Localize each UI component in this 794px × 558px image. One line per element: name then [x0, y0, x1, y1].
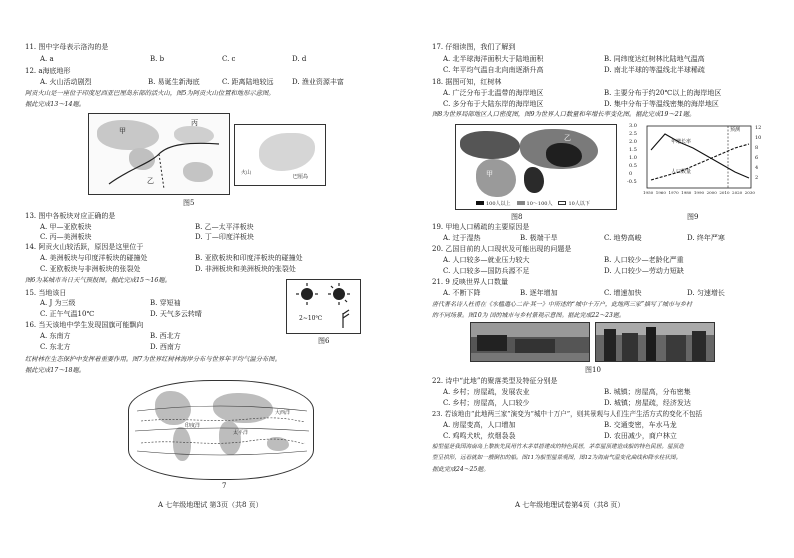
- fig9-y-left-15: 1.5: [629, 147, 637, 153]
- fig9-legend-pop: 人口数量: [671, 169, 692, 175]
- q16-opt-c: C. 东北方: [40, 343, 71, 351]
- left-page-footer: A 七年级地理试 第3页（共8 页）: [158, 501, 263, 509]
- q19-opt-c: C. 地势高峻: [604, 234, 642, 242]
- fig9-y-left-25: 2.5: [629, 131, 637, 137]
- intro-15: 图6为某城市当日天气预报图。据此完成15～16题。: [25, 277, 171, 284]
- fig9-x-1980: 1980: [681, 190, 692, 195]
- q14-opt-a: A. 美洲板块与印度洋板块的碰撞处: [40, 254, 148, 262]
- figure-7-world-map: [128, 380, 314, 480]
- q20-stem: 20. 乙国目前的人口现状及可能出现的问题是: [432, 245, 572, 253]
- fig9-y-right-6: 6: [755, 155, 759, 161]
- fig9-x-2030: 2030: [744, 190, 755, 195]
- fig9-y-right-4: 4: [755, 165, 759, 171]
- wind-flag-icon: [343, 310, 349, 328]
- q22-opt-b: B. 城镇；房屋高，分布密集: [604, 388, 691, 396]
- q15-opt-c: C. 正午气温10℃: [40, 310, 95, 318]
- fig6-temperature: 2~10℃: [299, 315, 323, 322]
- q19-opt-a: A. 过于湿热: [443, 234, 481, 242]
- fig8-legend-high: 100人以上: [476, 201, 511, 207]
- intro-17-line2: 据此完成17～18题。: [25, 367, 86, 374]
- figure-8-population-map: [455, 124, 617, 210]
- intro-24-line1: 船型屋是我国海南岛上黎族先民用竹木茅草搭建成的特色民居，茅草屋顶建造成船的特色民居。屋顶造: [432, 444, 684, 450]
- q17-opt-d: D. 南北半球的等温线北半球稀疏: [604, 66, 705, 74]
- q13-opt-d: D. 丁—印度洋板块: [195, 233, 254, 241]
- q21-opt-d: D. 匀速增长: [687, 289, 725, 297]
- fig9-y-left-3: 3.0: [629, 123, 637, 129]
- fig9-legend-rate: 年增长率: [671, 139, 692, 145]
- intro-24-line3: 据此完成24～25题。: [432, 466, 490, 473]
- fig9-x-1960: 1960: [655, 190, 666, 195]
- figure-5-inset: [234, 124, 326, 186]
- figure-9-chart: [625, 120, 775, 212]
- fig9-pred-label: 预测: [730, 127, 741, 133]
- figure-5-map: [88, 113, 230, 195]
- q14-opt-c: C. 亚欧板块与非洲板块的张裂处: [40, 265, 141, 273]
- fig7-label-atlantic: 大西洋: [275, 410, 291, 416]
- fig9-y-right-12: 12: [755, 125, 762, 131]
- q19-opt-d: D. 终年严寒: [687, 234, 725, 242]
- q23-opt-d: D. 农田减少，商户林立: [604, 432, 677, 440]
- q12-opt-d: D. 渔业资源丰富: [292, 78, 344, 86]
- q12-opt-a: A. 火山活动剧烈: [40, 78, 92, 86]
- q20-opt-b: B. 人口较少—老龄化严重: [604, 256, 684, 264]
- q12-opt-c: C. 距离陆地较远: [222, 78, 274, 86]
- q19-opt-b: B. 极端干旱: [520, 234, 558, 242]
- fig8-legend-low: 10人以下: [558, 201, 589, 207]
- intro-22-line2: 的不同场景。图10为 国的城市与乡村景观示意图。据此完成22～23题。: [432, 312, 625, 319]
- q15-stem: 15. 当地该日: [25, 289, 67, 297]
- fig9-y-left-05: 0.5: [629, 163, 637, 169]
- q21-stem: 21. 9 反映世界人口数量: [432, 278, 509, 286]
- fig9-y-right-8: 8: [755, 145, 759, 151]
- fig7-label-indian-ocean: 印度洋: [185, 423, 201, 429]
- q15-opt-b: B. 穿短袖: [150, 299, 181, 307]
- q13-opt-b: B. 乙—太平洋板块: [195, 223, 254, 231]
- fig9-x-2020: 2020: [732, 190, 743, 195]
- intro-13-line1: 阿贡火山是一座位于印度尼西亚巴厘岛东部的活火山，图5为阿贡火山位置和地形示意图。: [25, 90, 275, 97]
- fig5-label-yi: 乙: [147, 177, 154, 185]
- q12-stem: 12. a海底地形: [25, 67, 71, 75]
- fig9-y-right-2: 2: [755, 175, 759, 181]
- q11-opt-a: A. a: [40, 55, 54, 63]
- figure-9-caption: 图9: [687, 213, 699, 221]
- q23-opt-c: C. 鸡鸣犬吠，炊烟袅袅: [443, 432, 516, 440]
- q14-opt-b: B. 亚欧板块和印度洋板块的碰撞处: [195, 254, 303, 262]
- q17-opt-a: A. 北半球海洋面积大于陆地面积: [443, 55, 544, 63]
- q13-opt-a: A. 甲—亚欧板块: [40, 223, 92, 231]
- q16-opt-a: A. 东南方: [40, 332, 71, 340]
- q23-stem: 23. 若该地由“此地两三家”演变为“城中十万户”，则其景观与人们生产生活方式的变化不包括: [432, 410, 703, 418]
- q21-opt-c: C. 增速加快: [604, 289, 642, 297]
- fig9-y-right-10: 10: [755, 135, 762, 141]
- q20-opt-a: A. 人口较多—就业压力较大: [443, 256, 530, 264]
- cloudy-sun-icon: [296, 283, 318, 305]
- q18-opt-c: C. 多分布于大陆东岸的海岸地区: [443, 100, 544, 108]
- q17-stem: 17. 仔细读图，我们了解到: [432, 43, 516, 51]
- intro-24-line2: 型呈拱形，远看就如一艘倒扣的船。图11为船型屋景观图，图12为海南气温变化曲线和降水柱状图。: [432, 455, 682, 461]
- q22-stem: 22. 诗中“此地”的聚落类型及特征分别是: [432, 377, 558, 385]
- q22-opt-a: A. 乡村；房屋疏，发展农业: [443, 388, 530, 396]
- q18-opt-d: D. 集中分布于等温线密集的海岸地区: [604, 100, 719, 108]
- q16-stem: 16. 当天该地中学生发现国旗可能飘向: [25, 321, 144, 329]
- fig5-volcano-label: 火山: [241, 170, 252, 176]
- fig9-y-left-neg05: -0.5: [627, 179, 637, 185]
- figure-10-caption: 图10: [585, 366, 601, 374]
- fig8-label-yi: 乙: [564, 134, 571, 142]
- intro-17-line1: 红树林在生态保护中发挥着重要作用。图7为世界红树林海岸分布与世界年平均气温分布图。: [25, 356, 281, 363]
- q16-opt-d: D. 西南方: [150, 343, 181, 351]
- q17-opt-b: B. 同纬度达红树林比陆地气温高: [604, 55, 705, 63]
- fig9-x-1970: 1970: [668, 190, 679, 195]
- q20-opt-d: D. 人口较少—劳动力短缺: [604, 267, 684, 275]
- figure-10-village-photo: [470, 322, 590, 362]
- fig9-x-2010: 2010: [719, 190, 730, 195]
- fig9-y-left-0: 0: [629, 171, 633, 177]
- q14-stem: 14. 阿贡火山较活跃，原因是这里位于: [25, 243, 144, 251]
- q11-stem: 11. 图中字母表示洛沟的是: [25, 43, 109, 51]
- q13-stem: 13. 图中各板块对应正确的是: [25, 212, 116, 220]
- q20-opt-c: C. 人口较多—国防兵源不足: [443, 267, 530, 275]
- fig8-legend-mid: 10～100人: [517, 201, 553, 207]
- figure-10-city-photo: [595, 322, 715, 362]
- q11-opt-c: C. c: [222, 55, 236, 63]
- figure-7-caption: 7: [222, 482, 227, 490]
- fig8-legend: [476, 201, 590, 207]
- q22-opt-c: C. 乡村；房屋高，人口较少: [443, 399, 530, 407]
- figure-6-weather: [286, 279, 361, 334]
- q15-opt-d: D. 天气多云转晴: [150, 310, 202, 318]
- figure-8-caption: 图8: [511, 213, 523, 221]
- q18-opt-b: B. 主要分布于约20℃以上的海岸地区: [604, 89, 722, 97]
- q21-opt-a: A. 不断下降: [443, 289, 481, 297]
- q11-opt-b: B. b: [150, 55, 165, 63]
- fig5-label-jia: 甲: [119, 127, 126, 135]
- q13-opt-c: C. 丙—美洲板块: [40, 233, 92, 241]
- fig9-x-2000: 2000: [706, 190, 717, 195]
- fig9-x-1990: 1990: [693, 190, 705, 195]
- q12-opt-b: B. 易诞生新海底: [148, 78, 200, 86]
- q23-opt-a: A. 房屋变高，人口增加: [443, 421, 516, 429]
- q18-stem: 18. 据图可知，红树林: [432, 78, 502, 86]
- fig8-label-jia: 甲: [486, 170, 493, 178]
- q15-opt-a: A. J 为三级: [40, 299, 76, 307]
- q21-opt-b: B. 逐年增加: [520, 289, 558, 297]
- fig7-label-pacific: 太平洋: [233, 430, 249, 436]
- intro-13-line2: 据此完成13～14题。: [25, 101, 86, 108]
- figure-6-caption: 图6: [318, 337, 330, 345]
- fig9-x-1950: 1950: [643, 190, 654, 195]
- sun-icon: [328, 283, 350, 305]
- q19-stem: 19. 甲地人口稀疏的主要原因是: [432, 223, 530, 231]
- q16-opt-b: B. 西北方: [150, 332, 181, 340]
- q18-opt-a: A. 广泛分布于北温带的海岸地区: [443, 89, 544, 97]
- intro-22-line1: 唐代著名诗人杜甫在《水槛遣心二首·其一》中所述的“城中十万户，此地两三家”描写了城市与乡村: [432, 301, 693, 308]
- q11-opt-d: D. d: [292, 55, 307, 63]
- q14-opt-d: D. 非洲板块和美洲板块的张裂处: [195, 265, 296, 273]
- intro-19: 图8为世界局部地区人口密度图，图9为世界人口数量和年增长率变化图。据此完成19～21题。: [432, 111, 696, 118]
- fig5-island-label: 巴厘岛: [293, 174, 309, 180]
- fig9-y-left-2: 2.0: [629, 139, 637, 145]
- figure-5-caption: 图5: [183, 199, 195, 207]
- fig9-y-left-1: 1.0: [629, 155, 637, 161]
- right-page-footer: A 七年级地理试卷第4页（共8 页）: [515, 501, 625, 509]
- q22-opt-d: D. 城镇；房屋疏，经济发达: [604, 399, 691, 407]
- fig5-label-bing: 丙: [191, 119, 198, 127]
- q17-opt-c: C. 年平均气温自北向南逐渐升高: [443, 66, 544, 74]
- fig9-x-ticks: [643, 191, 755, 195]
- q23-opt-b: B. 交通变密，车水马龙: [604, 421, 677, 429]
- right-page: [397, 0, 794, 558]
